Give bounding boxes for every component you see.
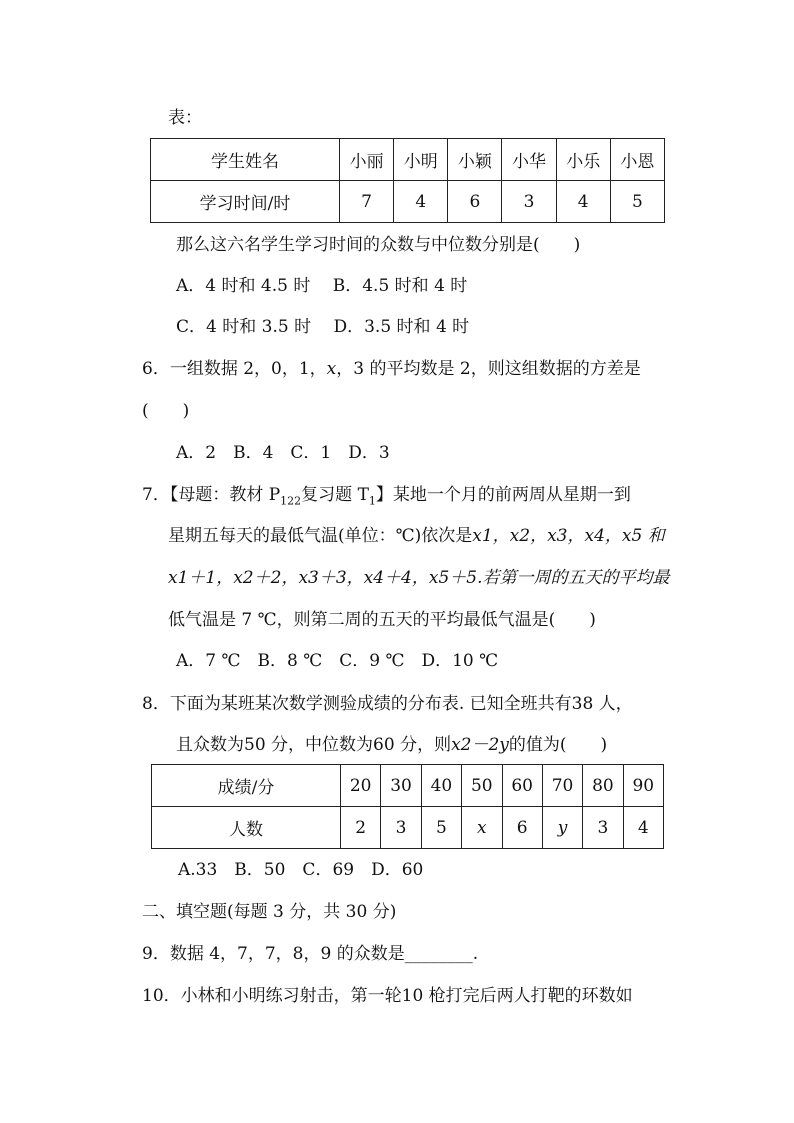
score-distribution-table bbox=[151, 764, 664, 849]
table-cell: x bbox=[462, 807, 502, 849]
table-cell: 3 bbox=[381, 807, 421, 849]
q7-sub-page: 122 bbox=[280, 494, 302, 508]
table-cell: 60 bbox=[502, 765, 542, 807]
q8-line2 bbox=[176, 733, 607, 757]
table-cell: 4 bbox=[394, 181, 448, 223]
table-cell: 5 bbox=[610, 181, 664, 223]
table-header-time: 学习时间/时 bbox=[151, 181, 340, 223]
q6-var-x: x bbox=[326, 359, 337, 379]
table-cell: 50 bbox=[462, 765, 502, 807]
section-heading: 二、填空题(每题 3 分，共 30 分) bbox=[142, 902, 397, 922]
q9-blank: ________ bbox=[404, 944, 473, 964]
q6-options: A．2 B．4 C．1 D．3 bbox=[176, 443, 390, 463]
table-cell: 小恩 bbox=[610, 139, 664, 181]
q5-option-c: C．4 时和 3.5 时 bbox=[176, 317, 312, 337]
q7-text-c: 】某地一个月的前两周从星期一到 bbox=[375, 485, 631, 505]
q8-options: A.33 B．50 C．69 D．60 bbox=[178, 860, 424, 880]
table-cell: 3 bbox=[583, 807, 623, 849]
table-cell: y bbox=[542, 807, 582, 849]
q8-line1: 8．下面为某班某次数学测验成绩的分布表. 已知全班共有38 人， bbox=[142, 694, 633, 714]
table-cell: 小华 bbox=[502, 139, 556, 181]
q7-line3 bbox=[168, 566, 670, 590]
q7-expr: x1＋1，x2＋2，x3＋3，x4＋4，x5＋5.若第一周的五天的平均最 bbox=[168, 568, 670, 588]
q9-text: 9．数据 4，7，7，8，9 的众数是 bbox=[142, 944, 405, 964]
table-cell: 小乐 bbox=[556, 139, 610, 181]
q9-line bbox=[142, 942, 478, 966]
table-cell: 6 bbox=[448, 181, 502, 223]
table-header-count: 人数 bbox=[152, 807, 341, 849]
table-cell: 小丽 bbox=[340, 139, 394, 181]
q7-text-d: 星期五每天的最低气温(单位：℃)依次是 bbox=[168, 526, 473, 546]
q5-option-a: A．4 时和 4.5 时 bbox=[176, 276, 311, 296]
q7-vars: x1，x2，x3，x4，x5 和 bbox=[472, 526, 665, 546]
q7-text-a: 7．【母题：教材 P bbox=[142, 485, 281, 505]
intro-label: 表： bbox=[168, 108, 202, 128]
q5-option-d: D．3.5 时和 4 时 bbox=[333, 317, 470, 337]
table-cell: 30 bbox=[381, 765, 421, 807]
table-cell: 70 bbox=[542, 765, 582, 807]
table-cell: 6 bbox=[502, 807, 542, 849]
q6-line2: ( ) bbox=[142, 401, 190, 421]
q6-text-a: 6．一组数据 2，0，1， bbox=[142, 359, 327, 379]
table-cell: 7 bbox=[340, 181, 394, 223]
q7-options: A．7 ℃ B．8 ℃ C．9 ℃ D．10 ℃ bbox=[176, 651, 499, 671]
table-cell: 小颖 bbox=[448, 139, 502, 181]
q7-line4: 低气温是 7 ℃，则第二周的五天的平均最低气温是( ) bbox=[168, 610, 596, 630]
q6-text-b: ，3 的平均数是 2，则这组数据的方差是 bbox=[336, 359, 641, 379]
table-cell: 90 bbox=[623, 765, 663, 807]
q7-line1 bbox=[142, 483, 631, 507]
table-cell: 4 bbox=[556, 181, 610, 223]
q8-text-b: 的值为( ) bbox=[508, 735, 608, 755]
table-cell: 5 bbox=[421, 807, 461, 849]
q6-line1 bbox=[142, 357, 641, 381]
table-header-name: 学生姓名 bbox=[151, 139, 340, 181]
q7-sub-t: 1 bbox=[368, 494, 376, 508]
table-header-score: 成绩/分 bbox=[152, 765, 341, 807]
q5-stem: 那么这六名学生学习时间的众数与中位数分别是( ) bbox=[176, 235, 581, 255]
q10-line1: 10．小林和小明练习射击，第一轮10 枪打完后两人打靶的环数如 bbox=[142, 986, 633, 1006]
table-cell: 80 bbox=[583, 765, 623, 807]
q8-text-a: 且众数为50 分，中位数为60 分，则 bbox=[176, 735, 452, 755]
q5-options-row2 bbox=[176, 315, 469, 339]
table-cell: 3 bbox=[502, 181, 556, 223]
table-cell: 2 bbox=[341, 807, 381, 849]
table-cell: 20 bbox=[341, 765, 381, 807]
study-time-table bbox=[150, 138, 665, 223]
q9-end: . bbox=[472, 944, 479, 964]
table-cell: 4 bbox=[623, 807, 663, 849]
q7-line2 bbox=[168, 524, 665, 548]
q5-option-b: B．4.5 时和 4 时 bbox=[332, 276, 468, 296]
q5-options-row1 bbox=[176, 274, 467, 298]
table-cell: 小明 bbox=[394, 139, 448, 181]
q8-expr: x2－2y bbox=[451, 735, 509, 755]
q7-text-b: 复习题 T bbox=[301, 485, 369, 505]
table-cell: 40 bbox=[421, 765, 461, 807]
